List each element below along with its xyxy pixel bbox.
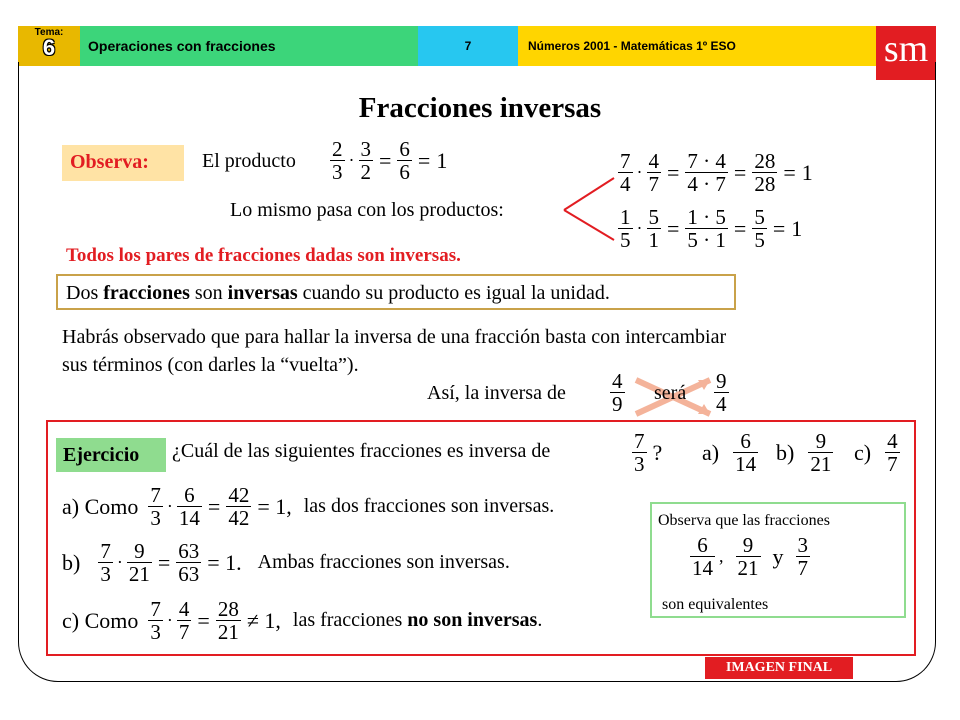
- bracket-arrows-icon: [560, 170, 620, 250]
- fraction: $\frac{3}{2}$: [360, 137, 371, 184]
- asi-text: Así, la inversa de: [427, 382, 566, 404]
- fraction: $\frac{7}{3}$: [634, 429, 645, 476]
- tema-number: 6: [42, 35, 56, 60]
- footer-label: IMAGEN FINAL: [725, 660, 833, 675]
- producto-label: El producto: [202, 150, 296, 172]
- equals-sign: =: [733, 159, 747, 185]
- fraction: $\frac{9}{4}$: [716, 369, 727, 416]
- fraction: $\frac{9}{21}$: [737, 533, 759, 580]
- question-fraction: [632, 430, 668, 475]
- times-sign: ·: [348, 150, 355, 170]
- fraction: $\frac{6}{6}$: [399, 137, 410, 184]
- fraction: $\frac{5}{1}$: [648, 205, 659, 252]
- fraction: $\frac{6}{14}$: [692, 533, 713, 580]
- fraction: $\frac{7}{3}$: [150, 483, 161, 530]
- fraction: $\frac{28}{21}$: [217, 597, 239, 644]
- ejercicio-badge: [56, 438, 166, 472]
- definition-box: [56, 274, 736, 310]
- option-a: a) $\frac{6}{14}$: [702, 429, 757, 476]
- equals-sign: =: [667, 215, 680, 241]
- fraction: $\frac{2}{3}$: [332, 137, 343, 184]
- result-one: 1: [436, 147, 448, 173]
- fraction: $\frac{1}{5}$: [620, 205, 631, 252]
- fraction: $\frac{4}{9}$: [612, 369, 623, 416]
- note-fractions: $\frac{6}{14}$ , $\frac{9}{21}$ y $\frac{3}{7}$: [692, 533, 808, 580]
- logo-text: sm: [883, 28, 929, 70]
- example-product-1: [330, 138, 447, 183]
- page-number-bar: [418, 26, 518, 66]
- fraction: $\frac{63}{63}$: [178, 539, 200, 586]
- ejercicio-label: Ejercicio: [63, 444, 140, 466]
- equals-sign: =: [379, 147, 392, 173]
- answer-a-text: las dos fracciones son inversas.: [303, 495, 555, 517]
- fraction: $\frac{4}{7}$: [648, 149, 659, 196]
- equivalence-note: [650, 502, 906, 618]
- observa-box: [62, 145, 184, 181]
- note-line-1: Observa que las fracciones: [658, 512, 830, 529]
- fraction: $\frac{28}{28}$: [754, 149, 776, 196]
- option-c: c) $\frac{4}{7}$: [854, 429, 898, 476]
- option-b: b) $\frac{9}{21}$: [776, 429, 832, 476]
- answer-c: c) Como $\frac{7}{3}$ · $\frac{4}{7}$ = $\frac{28}{21}$ ≠ 1, las fracciones no son inversas.: [62, 597, 543, 644]
- tema-label: Tema:: [34, 27, 64, 38]
- fraction: $\frac{1 \cdot 5}{5 \cdot 1}$: [687, 205, 726, 252]
- answer-a: a) Como $\frac{7}{3}$ · $\frac{6}{14}$ = $\frac{42}{42}$ = 1, las dos fracciones son inversas.: [62, 483, 555, 530]
- equals-sign: =: [667, 159, 680, 185]
- page-title: Fracciones inversas: [358, 92, 602, 124]
- todos-text: Todos los pares de fracciones dadas son inversas.: [66, 245, 461, 266]
- page-number: 7: [464, 39, 472, 53]
- question-mark: ?: [652, 439, 663, 465]
- mismo-text: Lo mismo pasa con los productos:: [230, 199, 504, 221]
- fraction: $\frac{9}{21}$: [128, 539, 150, 586]
- tema-badge: [18, 26, 80, 66]
- note-line-2: son equivalentes: [662, 596, 769, 613]
- definition-text: Dos fracciones son inversas cuando su producto es igual la unidad.: [66, 282, 610, 304]
- example-product-3: [618, 206, 802, 251]
- result-one: 1: [791, 215, 803, 241]
- question-text: ¿Cuál de las siguientes fracciones es inversa de: [172, 440, 551, 462]
- observa-label: Observa:: [70, 151, 149, 173]
- fraction: $\frac{9}{21}$: [810, 429, 832, 476]
- equals-sign: =: [733, 215, 747, 241]
- answer-c-text: las fracciones no son inversas.: [292, 609, 543, 631]
- fraction: $\frac{5}{5}$: [754, 205, 765, 252]
- book-title: Números 2001 - Matemáticas 1º ESO: [528, 39, 736, 53]
- fraction: $\frac{6}{14}$: [178, 483, 200, 530]
- inverse-example-from: [610, 370, 625, 415]
- fraction: $\frac{7}{3}$: [100, 539, 111, 586]
- fraction: $\frac{4}{7}$: [178, 597, 190, 644]
- times-sign: ·: [636, 162, 643, 182]
- fraction: $\frac{42}{42}$: [228, 483, 250, 530]
- sera-text: será: [654, 382, 687, 404]
- equals-sign: =: [772, 215, 786, 241]
- fraction: $\frac{6}{14}$: [735, 429, 757, 476]
- topic-title: Operaciones con fracciones: [88, 38, 276, 54]
- times-sign: ·: [636, 218, 643, 238]
- answer-b: b) $\frac{7}{3}$ · $\frac{9}{21}$ = $\frac{63}{63}$ = 1. Ambas fracciones son inversas.: [62, 539, 510, 586]
- habras-line-2: sus términos (con darles la “vuelta”).: [62, 354, 359, 376]
- equals-sign: =: [417, 147, 431, 173]
- example-product-2: [618, 150, 813, 195]
- fraction: $\frac{4}{7}$: [887, 429, 898, 476]
- result-one: 1: [801, 159, 813, 185]
- fraction: $\frac{7}{3}$: [150, 597, 161, 644]
- fraction: $\frac{3}{7}$: [797, 533, 808, 580]
- footer-badge: [705, 657, 853, 679]
- book-bar: [518, 26, 876, 66]
- fraction: $\frac{7}{4}$: [620, 149, 631, 196]
- topic-bar: [80, 26, 418, 66]
- fraction: $\frac{7 \cdot 4}{4 \cdot 7}$: [687, 149, 726, 196]
- equals-sign: =: [783, 159, 796, 185]
- habras-line-1: Habrás observado que para hallar la inversa de una fracción basta con intercambiar: [62, 326, 727, 348]
- inverse-example-to: [714, 370, 729, 415]
- answer-b-text: Ambas fracciones son inversas.: [257, 551, 510, 573]
